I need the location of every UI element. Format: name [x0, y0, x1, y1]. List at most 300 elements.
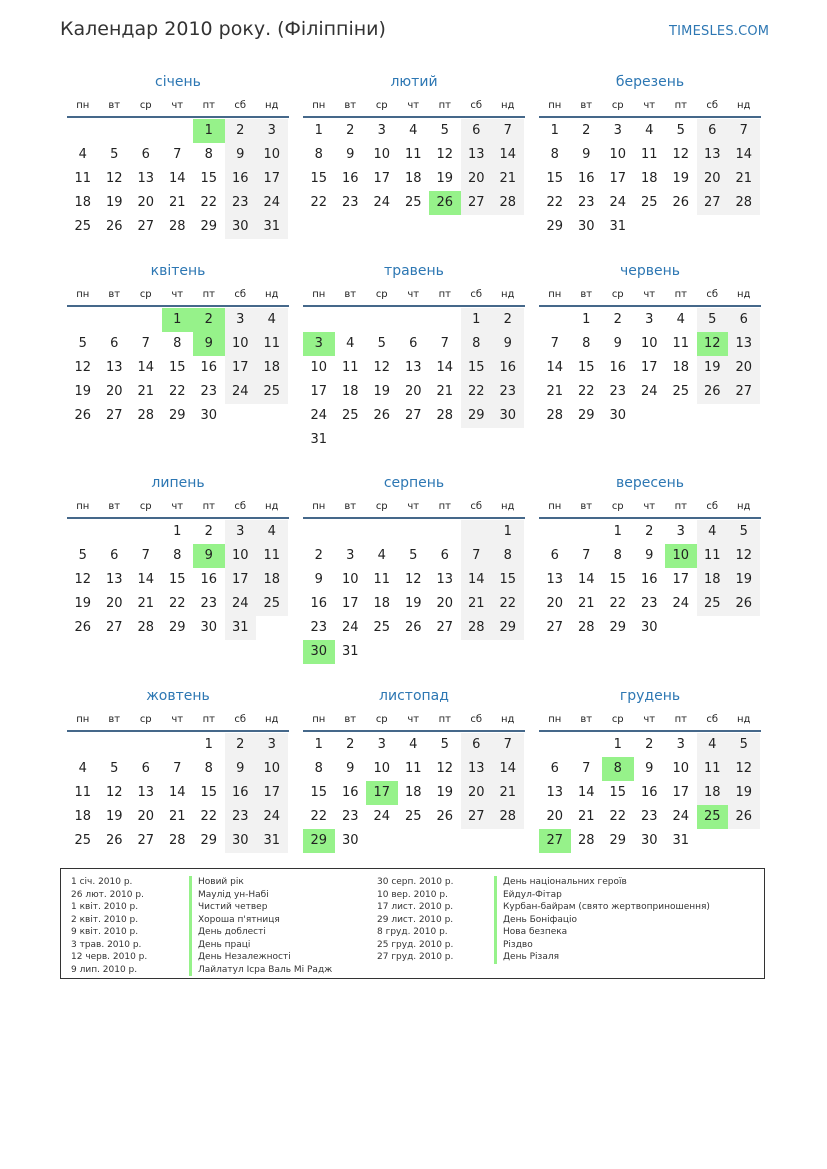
day-cell: 23 — [341, 195, 359, 210]
month-name: вересень — [615, 475, 685, 491]
weekday-label: пт — [438, 289, 451, 300]
weekday-label: вт — [108, 289, 121, 300]
day-cell: 15 — [546, 171, 564, 186]
weekday-label: вт — [580, 714, 593, 725]
empty-cell — [130, 308, 162, 332]
weekday-label: вт — [580, 289, 593, 300]
day-cell: 11 — [640, 147, 658, 162]
day-cell: 8 — [613, 548, 622, 563]
day-cell: 17 — [672, 572, 690, 587]
legend-date: 10 вер. 2010 р. — [377, 889, 448, 900]
month-7 — [67, 473, 289, 640]
weekday-label: ср — [375, 714, 388, 725]
legend-date: 26 лют. 2010 р. — [71, 889, 144, 900]
day-cell: 19 — [697, 356, 729, 380]
day-cell: 19 — [105, 809, 123, 824]
days-grid — [67, 520, 289, 640]
day-cell: 19 — [105, 195, 123, 210]
day-cell: 21 — [168, 809, 186, 824]
day-cell: 8 — [492, 544, 524, 568]
legend-date: 1 квіт. 2010 р. — [71, 902, 139, 912]
day-cell: 13 — [461, 143, 493, 167]
day-cell: 22 — [609, 809, 627, 824]
weekday-label: вт — [108, 501, 121, 512]
day-cell: 28 — [168, 219, 186, 234]
empty-cell — [130, 520, 162, 544]
weekday-label: пн — [312, 100, 326, 111]
day-cell: 27 — [436, 620, 454, 635]
day-cell: 16 — [225, 167, 257, 191]
day-cell: 18 — [697, 781, 729, 805]
day-cell: 20 — [728, 356, 760, 380]
weekday-label: пн — [312, 289, 326, 300]
legend-names-left — [189, 876, 332, 976]
month-1 — [67, 72, 289, 239]
day-cell: 12 — [404, 572, 422, 587]
day-cell: 28 — [728, 191, 760, 215]
day-cell: 8 — [204, 147, 213, 162]
day-cell: 5 — [110, 761, 119, 776]
weekday-label: чт — [407, 501, 420, 512]
weekday-label: нд — [265, 714, 279, 725]
legend-date: 25 груд. 2010 р. — [377, 939, 454, 950]
weekday-label: сб — [706, 100, 719, 111]
holiday-day-cell: 12 — [697, 332, 729, 356]
empty-cell — [429, 520, 461, 544]
day-cell: 8 — [550, 147, 559, 162]
day-cell: 21 — [461, 592, 493, 616]
day-cell: 18 — [640, 171, 658, 186]
weekday-label: нд — [501, 289, 515, 300]
day-cell: 22 — [200, 195, 218, 210]
days-grid — [67, 308, 289, 428]
day-cell: 9 — [346, 147, 355, 162]
weekday-header — [539, 96, 761, 118]
day-cell: 25 — [697, 592, 729, 616]
empty-cell — [99, 308, 131, 332]
day-cell: 20 — [461, 167, 493, 191]
day-cell: 4 — [78, 761, 87, 776]
empty-cell — [366, 520, 398, 544]
day-cell: 10 — [609, 147, 627, 162]
day-cell: 4 — [256, 308, 288, 332]
day-cell: 17 — [672, 785, 690, 800]
holiday-day-cell: 3 — [303, 332, 335, 356]
day-cell: 16 — [640, 785, 658, 800]
day-cell: 15 — [609, 785, 627, 800]
month-name: листопад — [379, 688, 449, 704]
day-cell: 5 — [676, 123, 685, 138]
day-cell: 9 — [645, 548, 654, 563]
legend-names-right — [494, 876, 710, 964]
legend-date: 12 черв. 2010 р. — [71, 952, 148, 962]
day-cell: 7 — [461, 544, 493, 568]
day-cell: 2 — [613, 312, 622, 327]
day-cell: 26 — [697, 380, 729, 404]
legend-date: 9 лип. 2010 р. — [71, 964, 138, 975]
month-name: травень — [384, 263, 444, 279]
day-cell: 24 — [672, 596, 690, 611]
day-cell: 12 — [728, 544, 760, 568]
day-cell: 30 — [640, 620, 658, 635]
day-cell: 25 — [640, 195, 658, 210]
day-cell: 30 — [577, 219, 595, 234]
day-cell: 8 — [461, 332, 493, 356]
weekday-label: нд — [737, 714, 751, 725]
holiday-day-cell: 9 — [193, 332, 225, 356]
day-cell: 22 — [546, 195, 564, 210]
day-cell: 26 — [728, 805, 760, 829]
weekday-label: вт — [108, 100, 121, 111]
day-cell: 17 — [310, 384, 328, 399]
day-cell: 15 — [310, 785, 328, 800]
weekday-header — [67, 497, 289, 519]
day-cell: 12 — [105, 171, 123, 186]
day-cell: 9 — [225, 143, 257, 167]
holiday-day-cell: 17 — [366, 781, 398, 805]
day-cell: 2 — [225, 733, 257, 757]
brand-link[interactable]: TIMESLES.COM — [669, 24, 770, 39]
day-cell: 19 — [74, 596, 92, 611]
day-cell: 21 — [577, 809, 595, 824]
month-name: квітень — [150, 263, 206, 279]
day-cell: 17 — [373, 171, 391, 186]
day-cell: 20 — [105, 384, 123, 399]
day-cell: 8 — [314, 147, 323, 162]
weekday-label: пн — [548, 289, 562, 300]
legend-holiday-name: Хороша п'ятниця — [189, 914, 332, 927]
weekday-label: сб — [470, 501, 483, 512]
weekday-label: пн — [548, 714, 562, 725]
day-cell: 23 — [577, 195, 595, 210]
days-grid — [539, 733, 761, 853]
month-4 — [67, 261, 289, 428]
legend-date: 27 груд. 2010 р. — [377, 952, 454, 962]
day-cell: 12 — [436, 761, 454, 776]
weekday-label: вт — [344, 501, 357, 512]
holiday-day-cell: 10 — [665, 544, 697, 568]
weekday-label: пт — [674, 100, 687, 111]
day-cell: 4 — [676, 312, 685, 327]
day-cell: 26 — [105, 219, 123, 234]
weekday-header — [67, 285, 289, 307]
day-cell: 1 — [582, 312, 591, 327]
day-cell: 20 — [461, 781, 493, 805]
weekday-label: пт — [438, 501, 451, 512]
day-cell: 18 — [373, 596, 391, 611]
weekday-label: пн — [548, 501, 562, 512]
day-cell: 28 — [577, 833, 595, 848]
weekday-label: пт — [438, 100, 451, 111]
weekday-label: пт — [674, 501, 687, 512]
day-cell: 30 — [225, 215, 257, 239]
day-cell: 6 — [461, 733, 493, 757]
day-cell: 13 — [404, 360, 422, 375]
day-cell: 4 — [78, 147, 87, 162]
legend-holiday-name: Новий рік — [189, 876, 332, 889]
day-cell: 26 — [373, 408, 391, 423]
empty-cell — [99, 119, 131, 143]
empty-cell — [67, 308, 99, 332]
empty-cell — [99, 733, 131, 757]
day-cell: 5 — [78, 336, 87, 351]
day-cell: 20 — [105, 596, 123, 611]
holiday-legend — [60, 868, 765, 979]
day-cell: 10 — [225, 332, 257, 356]
weekday-label: ср — [611, 714, 624, 725]
weekday-label: чт — [643, 289, 656, 300]
day-cell: 11 — [404, 761, 422, 776]
day-cell: 8 — [314, 761, 323, 776]
day-cell: 6 — [409, 336, 418, 351]
day-cell: 8 — [173, 548, 182, 563]
day-cell: 10 — [373, 761, 391, 776]
month-name: лютий — [390, 74, 438, 90]
month-6 — [539, 261, 761, 428]
day-cell: 9 — [346, 761, 355, 776]
day-cell: 3 — [676, 524, 685, 539]
day-cell: 15 — [609, 572, 627, 587]
weekday-label: чт — [171, 501, 184, 512]
day-cell: 19 — [436, 785, 454, 800]
day-cell: 29 — [200, 833, 218, 848]
weekday-label: вт — [344, 100, 357, 111]
day-cell: 19 — [672, 171, 690, 186]
day-cell: 6 — [550, 761, 559, 776]
day-cell: 25 — [404, 809, 422, 824]
day-cell: 8 — [173, 336, 182, 351]
day-cell: 19 — [373, 384, 391, 399]
empty-cell — [67, 520, 99, 544]
day-cell: 26 — [436, 809, 454, 824]
day-cell: 18 — [672, 360, 690, 375]
weekday-label: вт — [344, 289, 357, 300]
day-cell: 6 — [461, 119, 493, 143]
weekday-label: чт — [407, 100, 420, 111]
empty-cell — [162, 733, 194, 757]
day-cell: 23 — [492, 380, 524, 404]
day-cell: 14 — [728, 143, 760, 167]
day-cell: 9 — [314, 572, 323, 587]
day-cell: 29 — [168, 620, 186, 635]
day-cell: 12 — [728, 757, 760, 781]
month-2 — [303, 72, 525, 215]
day-cell: 16 — [609, 360, 627, 375]
day-cell: 7 — [141, 336, 150, 351]
days-grid — [303, 119, 525, 215]
day-cell: 8 — [582, 336, 591, 351]
day-cell: 20 — [404, 384, 422, 399]
day-cell: 11 — [373, 572, 391, 587]
day-cell: 22 — [461, 380, 493, 404]
day-cell: 28 — [492, 805, 524, 829]
legend-holiday-name: День національних героїв — [494, 876, 710, 889]
day-cell: 28 — [492, 191, 524, 215]
day-cell: 6 — [697, 119, 729, 143]
weekday-label: сб — [706, 289, 719, 300]
legend-holiday-name: День праці — [189, 939, 332, 952]
holiday-day-cell: 1 — [162, 308, 194, 332]
day-cell: 3 — [225, 308, 257, 332]
day-cell: 16 — [640, 572, 658, 587]
day-cell: 29 — [577, 408, 595, 423]
empty-cell — [130, 733, 162, 757]
weekday-label: пт — [202, 289, 215, 300]
day-cell: 9 — [582, 147, 591, 162]
day-cell: 3 — [256, 119, 288, 143]
empty-cell — [67, 119, 99, 143]
day-cell: 28 — [577, 620, 595, 635]
day-cell: 29 — [200, 219, 218, 234]
weekday-label: ср — [139, 501, 152, 512]
day-cell: 9 — [492, 332, 524, 356]
month-name: жовтень — [146, 688, 210, 704]
day-cell: 15 — [461, 356, 493, 380]
weekday-label: пн — [312, 501, 326, 512]
day-cell: 10 — [256, 757, 288, 781]
weekday-label: нд — [501, 501, 515, 512]
day-cell: 11 — [341, 360, 359, 375]
day-cell: 20 — [546, 809, 564, 824]
day-cell: 10 — [310, 360, 328, 375]
weekday-header — [303, 96, 525, 118]
day-cell: 2 — [346, 123, 355, 138]
empty-cell — [162, 119, 194, 143]
day-cell: 10 — [672, 761, 690, 776]
weekday-label: сб — [234, 289, 247, 300]
day-cell: 9 — [645, 761, 654, 776]
day-cell: 1 — [550, 123, 559, 138]
day-cell: 7 — [582, 548, 591, 563]
day-cell: 6 — [141, 147, 150, 162]
day-cell: 12 — [672, 147, 690, 162]
day-cell: 5 — [440, 123, 449, 138]
day-cell: 24 — [225, 592, 257, 616]
day-cell: 7 — [173, 761, 182, 776]
weekday-label: чт — [171, 714, 184, 725]
day-cell: 14 — [577, 572, 595, 587]
weekday-label: пт — [202, 501, 215, 512]
weekday-label: ср — [375, 289, 388, 300]
day-cell: 18 — [74, 195, 92, 210]
weekday-label: ср — [139, 100, 152, 111]
weekday-label: пн — [312, 714, 326, 725]
day-cell: 5 — [110, 147, 119, 162]
legend-date: 17 лист. 2010 р. — [377, 902, 454, 912]
day-cell: 3 — [676, 737, 685, 752]
legend-holiday-name: День Боніфаціо — [494, 914, 710, 927]
day-cell: 7 — [550, 336, 559, 351]
day-cell: 21 — [546, 384, 564, 399]
day-cell: 5 — [377, 336, 386, 351]
day-cell: 21 — [492, 167, 524, 191]
day-cell: 5 — [409, 548, 418, 563]
empty-cell — [429, 308, 461, 332]
day-cell: 2 — [582, 123, 591, 138]
day-cell: 29 — [461, 404, 493, 428]
empty-cell — [539, 733, 571, 757]
day-cell: 30 — [200, 620, 218, 635]
day-cell: 19 — [74, 384, 92, 399]
weekday-label: вт — [580, 100, 593, 111]
day-cell: 17 — [225, 568, 257, 592]
weekday-label: нд — [265, 100, 279, 111]
days-grid — [303, 308, 525, 452]
day-cell: 13 — [461, 757, 493, 781]
empty-cell — [539, 308, 571, 332]
days-grid — [67, 119, 289, 239]
day-cell: 16 — [200, 360, 218, 375]
weekday-label: ср — [139, 289, 152, 300]
day-cell: 13 — [137, 171, 155, 186]
weekday-label: пн — [76, 289, 90, 300]
day-cell: 7 — [728, 119, 760, 143]
day-cell: 3 — [377, 123, 386, 138]
legend-holiday-name: День доблесті — [189, 926, 332, 939]
weekday-header — [67, 710, 289, 732]
weekday-label: ср — [611, 289, 624, 300]
legend-holiday-name: Маулід ун-Набі — [189, 889, 332, 902]
empty-cell — [571, 733, 603, 757]
day-cell: 21 — [728, 167, 760, 191]
day-cell: 11 — [672, 336, 690, 351]
day-cell: 12 — [373, 360, 391, 375]
legend-dates-right — [377, 876, 453, 964]
day-cell: 30 — [225, 829, 257, 853]
holiday-day-cell: 27 — [539, 829, 571, 853]
day-cell: 18 — [256, 568, 288, 592]
day-cell: 17 — [341, 596, 359, 611]
day-cell: 15 — [492, 568, 524, 592]
weekday-label: сб — [706, 714, 719, 725]
day-cell: 21 — [137, 384, 155, 399]
day-cell: 29 — [609, 833, 627, 848]
day-cell: 13 — [546, 572, 564, 587]
day-cell: 17 — [609, 171, 627, 186]
month-name: січень — [155, 74, 201, 90]
empty-cell — [398, 308, 430, 332]
day-cell: 31 — [341, 644, 359, 659]
weekday-label: сб — [234, 714, 247, 725]
day-cell: 22 — [168, 384, 186, 399]
day-cell: 14 — [168, 171, 186, 186]
day-cell: 11 — [404, 147, 422, 162]
day-cell: 7 — [492, 119, 524, 143]
day-cell: 14 — [168, 785, 186, 800]
day-cell: 4 — [645, 123, 654, 138]
day-cell: 24 — [373, 195, 391, 210]
day-cell: 31 — [310, 432, 328, 447]
day-cell: 13 — [436, 572, 454, 587]
day-cell: 17 — [640, 360, 658, 375]
weekday-label: вт — [108, 714, 121, 725]
month-name: червень — [619, 263, 681, 279]
day-cell: 29 — [168, 408, 186, 423]
day-cell: 5 — [728, 733, 760, 757]
day-cell: 15 — [168, 572, 186, 587]
day-cell: 2 — [645, 737, 654, 752]
holiday-day-cell: 30 — [303, 640, 335, 664]
day-cell: 14 — [137, 572, 155, 587]
day-cell: 11 — [74, 785, 92, 800]
legend-date: 1 січ. 2010 р. — [71, 877, 133, 887]
day-cell: 6 — [728, 308, 760, 332]
day-cell: 24 — [609, 195, 627, 210]
day-cell: 16 — [225, 781, 257, 805]
holiday-day-cell: 29 — [303, 829, 335, 853]
weekday-label: сб — [470, 289, 483, 300]
day-cell: 7 — [440, 336, 449, 351]
